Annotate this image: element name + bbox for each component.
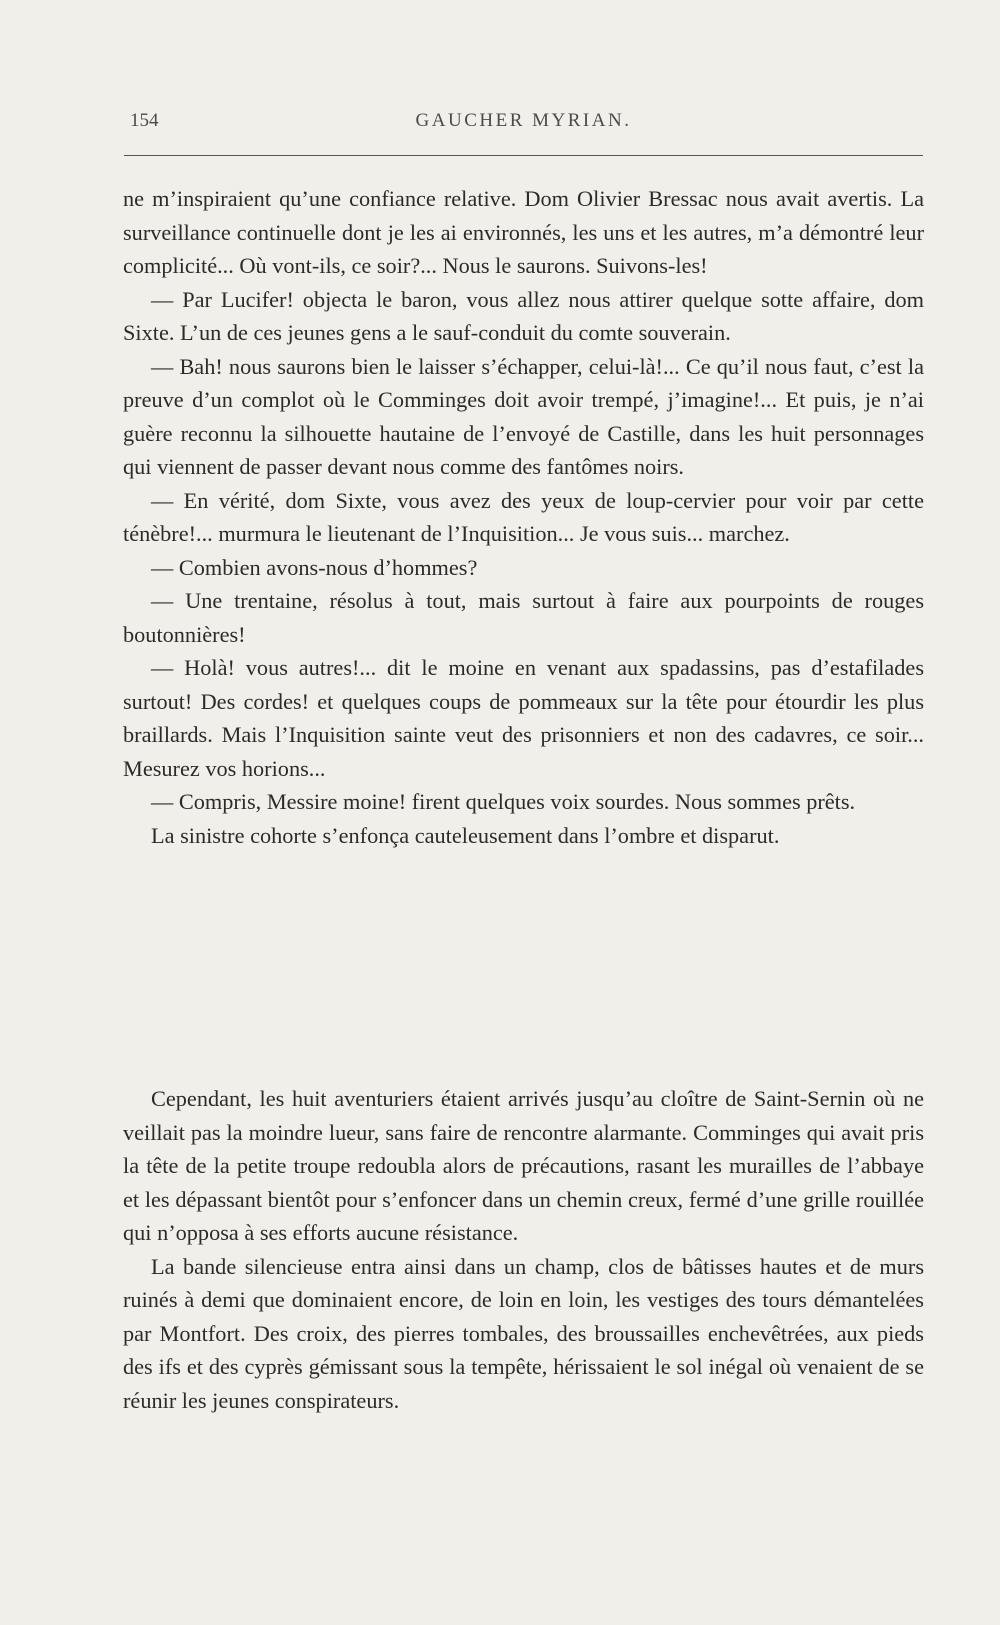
paragraph: — Compris, Messire moine! firent quelques voix sourdes. Nous sommes prêts.: [151, 789, 856, 814]
header-rule: [124, 155, 923, 156]
paragraph: — Par Lucifer! objecta le baron, vous allez nous attirer quelque sotte affaire, dom Sixte. L’un de ces jeunes gens a le sauf-conduit du comte souverain.: [123, 286, 924, 345]
paragraph: — Holà! vous autres!... dit le moine en venant aux spadassins, pas d’estafilades surtout! Des cordes! et quelques coups de pommeaux sur la tête pour étourdir les plus braillards. Mais l’Inquisition sainte veut des prisonniers et non des cadavres, ce soir... Mesurez vos horions...: [123, 655, 924, 781]
paragraph: — Une trentaine, résolus à tout, mais surtout à faire aux pourpoints de rouges boutonnières!: [123, 588, 924, 647]
text-section-1: [123, 182, 924, 852]
paragraph: ne m’inspiraient qu’une confiance relative. Dom Olivier Bressac nous avait avertis. La surveillance continuelle dont je les ai environnés, les uns et les autres, m’a démontré leur complicité... Où vont-ils, ce soir?... Nous le saurons. Suivons-les!: [123, 186, 924, 278]
paragraph: — Bah! nous saurons bien le laisser s’échapper, celui-là!... Ce qu’il nous faut, c’est la preuve d’un complot où le Comminges doit avoir trempé, j’imagine!... Et puis, je n’ai guère reconnu la silhouette hautaine de l’envoyé de Castille, dans les huit personnages qui viennent de passer devant nous comme des fantômes noirs.: [123, 353, 924, 479]
paragraph: La bande silencieuse entra ainsi dans un champ, clos de bâtisses hautes et de murs ruinés à demi que dominaient encore, de loin en loin, les vestiges des tours démantelées par Montfort. Des croix, des pierres tombales, des broussailles enchevêtrées, aux pieds des ifs et des cyprès gémissant sous la tempête, hérissaient le sol inégal où venaient de se réunir les jeunes conspirateurs.: [123, 1253, 924, 1413]
text-section-2: [123, 1082, 924, 1417]
paragraph: — Combien avons-nous d’hommes?: [151, 554, 478, 580]
page-header: [124, 104, 923, 140]
paragraph: Cependant, les huit aventuriers étaient arrivés jusqu’au cloître de Saint-Sernin où ne veillait pas la moindre lueur, sans faire de rencontre alarmante. Comminges qui avait pris la tête de la petite troupe redoubla alors de précautions, rasant les murailles de l’abbaye et les dépassant bientôt pour s’enfoncer dans un chemin creux, fermé d’une grille rouillée qui n’opposa à ses efforts aucune résistance.: [123, 1086, 924, 1245]
paragraph: — En vérité, dom Sixte, vous avez des yeux de loup-cervier pour voir par cette ténèbre!... murmura le lieutenant de l’Inquisition... Je vous suis... marchez.: [123, 487, 924, 546]
page-number: 154: [130, 110, 159, 131]
running-title: GAUCHER MYRIAN.: [415, 110, 632, 131]
paragraph: La sinistre cohorte s’enfonça cauteleusement dans l’ombre et disparut.: [151, 822, 780, 848]
